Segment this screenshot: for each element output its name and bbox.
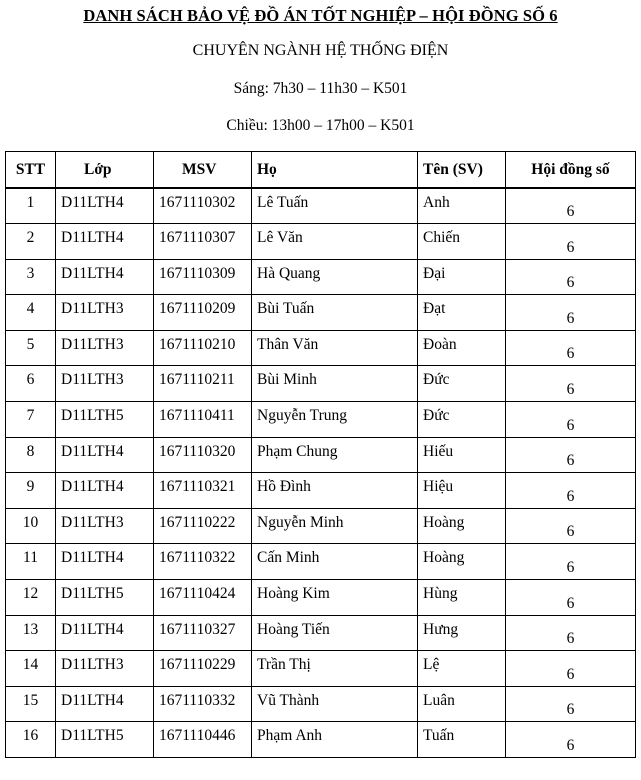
cell-student-id: 1671110210 bbox=[154, 330, 252, 366]
table-row bbox=[6, 544, 636, 580]
table-row bbox=[6, 580, 636, 616]
major-subtitle: CHUYÊN NGÀNH HỆ THỐNG ĐIỆN bbox=[192, 42, 449, 59]
cell-student-id: 1671110322 bbox=[154, 544, 252, 580]
cell-stt: 5 bbox=[6, 330, 56, 366]
cell-student-id: 1671110309 bbox=[154, 259, 252, 295]
cell-surname: Nguyễn Minh bbox=[252, 508, 418, 544]
morning-session: Sáng: 7h30 – 11h30 – K501 bbox=[233, 80, 408, 97]
cell-stt: 6 bbox=[6, 366, 56, 402]
table-row bbox=[6, 259, 636, 295]
cell-council: 6 bbox=[506, 544, 636, 580]
cell-council: 6 bbox=[506, 224, 636, 260]
cell-council: 6 bbox=[506, 651, 636, 687]
cell-council: 6 bbox=[506, 473, 636, 509]
cell-surname: Lê Tuấn bbox=[252, 188, 418, 224]
cell-student-id: 1671110211 bbox=[154, 366, 252, 402]
cell-student-id: 1671110222 bbox=[154, 508, 252, 544]
cell-stt: 8 bbox=[6, 437, 56, 473]
cell-class: D11LTH3 bbox=[56, 295, 154, 331]
cell-council: 6 bbox=[506, 686, 636, 722]
cell-surname: Cấn Minh bbox=[252, 544, 418, 580]
cell-surname: Phạm Chung bbox=[252, 437, 418, 473]
cell-class: D11LTH3 bbox=[56, 508, 154, 544]
cell-first-name: Anh bbox=[418, 188, 506, 224]
cell-class: D11LTH4 bbox=[56, 224, 154, 260]
cell-first-name: Hoàng bbox=[418, 508, 506, 544]
table-row bbox=[6, 473, 636, 509]
cell-student-id: 1671110332 bbox=[154, 686, 252, 722]
cell-surname: Lê Văn bbox=[252, 224, 418, 260]
cell-class: D11LTH4 bbox=[56, 437, 154, 473]
cell-stt: 7 bbox=[6, 402, 56, 438]
cell-class: D11LTH4 bbox=[56, 188, 154, 224]
cell-stt: 16 bbox=[6, 722, 56, 758]
cell-class: D11LTH4 bbox=[56, 544, 154, 580]
cell-council: 6 bbox=[506, 580, 636, 616]
cell-council: 6 bbox=[506, 366, 636, 402]
cell-surname: Vũ Thành bbox=[252, 686, 418, 722]
cell-student-id: 1671110307 bbox=[154, 224, 252, 260]
table-row bbox=[6, 330, 636, 366]
col-header-surname: Họ bbox=[252, 152, 418, 189]
page-title: DANH SÁCH BẢO VỆ ĐỒ ÁN TỐT NGHIỆP – HỘI ĐỒNG SỐ 6 bbox=[83, 6, 558, 25]
cell-student-id: 1671110446 bbox=[154, 722, 252, 758]
cell-student-id: 1671110424 bbox=[154, 580, 252, 616]
cell-first-name: Đoàn bbox=[418, 330, 506, 366]
table-row bbox=[6, 366, 636, 402]
cell-council: 6 bbox=[506, 330, 636, 366]
cell-surname: Thân Văn bbox=[252, 330, 418, 366]
cell-first-name: Hùng bbox=[418, 580, 506, 616]
cell-first-name: Đức bbox=[418, 402, 506, 438]
cell-stt: 13 bbox=[6, 615, 56, 651]
cell-stt: 2 bbox=[6, 224, 56, 260]
cell-surname: Nguyễn Trung bbox=[252, 402, 418, 438]
table-row bbox=[6, 508, 636, 544]
cell-first-name: Chiến bbox=[418, 224, 506, 260]
table-row bbox=[6, 224, 636, 260]
cell-first-name: Hiếu bbox=[418, 437, 506, 473]
cell-surname: Hoàng Tiến bbox=[252, 615, 418, 651]
cell-council: 6 bbox=[506, 259, 636, 295]
cell-stt: 14 bbox=[6, 651, 56, 687]
cell-stt: 4 bbox=[6, 295, 56, 331]
cell-surname: Hà Quang bbox=[252, 259, 418, 295]
cell-class: D11LTH3 bbox=[56, 366, 154, 402]
cell-council: 6 bbox=[506, 188, 636, 224]
table-header-row bbox=[6, 152, 636, 189]
cell-student-id: 1671110229 bbox=[154, 651, 252, 687]
cell-council: 6 bbox=[506, 295, 636, 331]
cell-stt: 15 bbox=[6, 686, 56, 722]
cell-student-id: 1671110320 bbox=[154, 437, 252, 473]
cell-first-name: Đạt bbox=[418, 295, 506, 331]
cell-class: D11LTH5 bbox=[56, 402, 154, 438]
cell-first-name: Hưng bbox=[418, 615, 506, 651]
cell-council: 6 bbox=[506, 722, 636, 758]
col-header-student-id: MSV bbox=[154, 152, 252, 189]
cell-first-name: Tuấn bbox=[418, 722, 506, 758]
cell-class: D11LTH4 bbox=[56, 259, 154, 295]
cell-first-name: Lệ bbox=[418, 651, 506, 687]
cell-class: D11LTH3 bbox=[56, 330, 154, 366]
cell-class: D11LTH3 bbox=[56, 651, 154, 687]
table-row bbox=[6, 402, 636, 438]
cell-class: D11LTH4 bbox=[56, 686, 154, 722]
cell-student-id: 1671110209 bbox=[154, 295, 252, 331]
cell-first-name: Hoàng bbox=[418, 544, 506, 580]
cell-first-name: Đức bbox=[418, 366, 506, 402]
col-header-council: Hội đồng số bbox=[506, 152, 636, 189]
cell-stt: 10 bbox=[6, 508, 56, 544]
cell-council: 6 bbox=[506, 508, 636, 544]
cell-first-name: Hiệu bbox=[418, 473, 506, 509]
cell-first-name: Đại bbox=[418, 259, 506, 295]
cell-stt: 11 bbox=[6, 544, 56, 580]
cell-stt: 1 bbox=[6, 188, 56, 224]
cell-surname: Hồ Đình bbox=[252, 473, 418, 509]
table-row bbox=[6, 651, 636, 687]
cell-council: 6 bbox=[506, 402, 636, 438]
cell-class: D11LTH5 bbox=[56, 722, 154, 758]
cell-first-name: Luân bbox=[418, 686, 506, 722]
table-row bbox=[6, 722, 636, 758]
cell-surname: Trần Thị bbox=[252, 651, 418, 687]
cell-surname: Bùi Minh bbox=[252, 366, 418, 402]
table-row bbox=[6, 686, 636, 722]
table-row bbox=[6, 188, 636, 224]
cell-student-id: 1671110302 bbox=[154, 188, 252, 224]
table-row bbox=[6, 615, 636, 651]
cell-class: D11LTH4 bbox=[56, 615, 154, 651]
table-row bbox=[6, 295, 636, 331]
cell-surname: Hoàng Kim bbox=[252, 580, 418, 616]
student-table bbox=[5, 151, 636, 758]
cell-council: 6 bbox=[506, 615, 636, 651]
cell-stt: 9 bbox=[6, 473, 56, 509]
cell-class: D11LTH5 bbox=[56, 580, 154, 616]
cell-council: 6 bbox=[506, 437, 636, 473]
cell-stt: 3 bbox=[6, 259, 56, 295]
col-header-class: Lớp bbox=[56, 152, 154, 189]
cell-student-id: 1671110411 bbox=[154, 402, 252, 438]
table-row bbox=[6, 437, 636, 473]
cell-class: D11LTH4 bbox=[56, 473, 154, 509]
cell-student-id: 1671110327 bbox=[154, 615, 252, 651]
col-header-stt: STT bbox=[6, 152, 56, 189]
afternoon-session: Chiều: 13h00 – 17h00 – K501 bbox=[226, 117, 415, 134]
cell-surname: Phạm Anh bbox=[252, 722, 418, 758]
cell-surname: Bùi Tuấn bbox=[252, 295, 418, 331]
cell-student-id: 1671110321 bbox=[154, 473, 252, 509]
cell-stt: 12 bbox=[6, 580, 56, 616]
col-header-first-name: Tên (SV) bbox=[418, 152, 506, 189]
